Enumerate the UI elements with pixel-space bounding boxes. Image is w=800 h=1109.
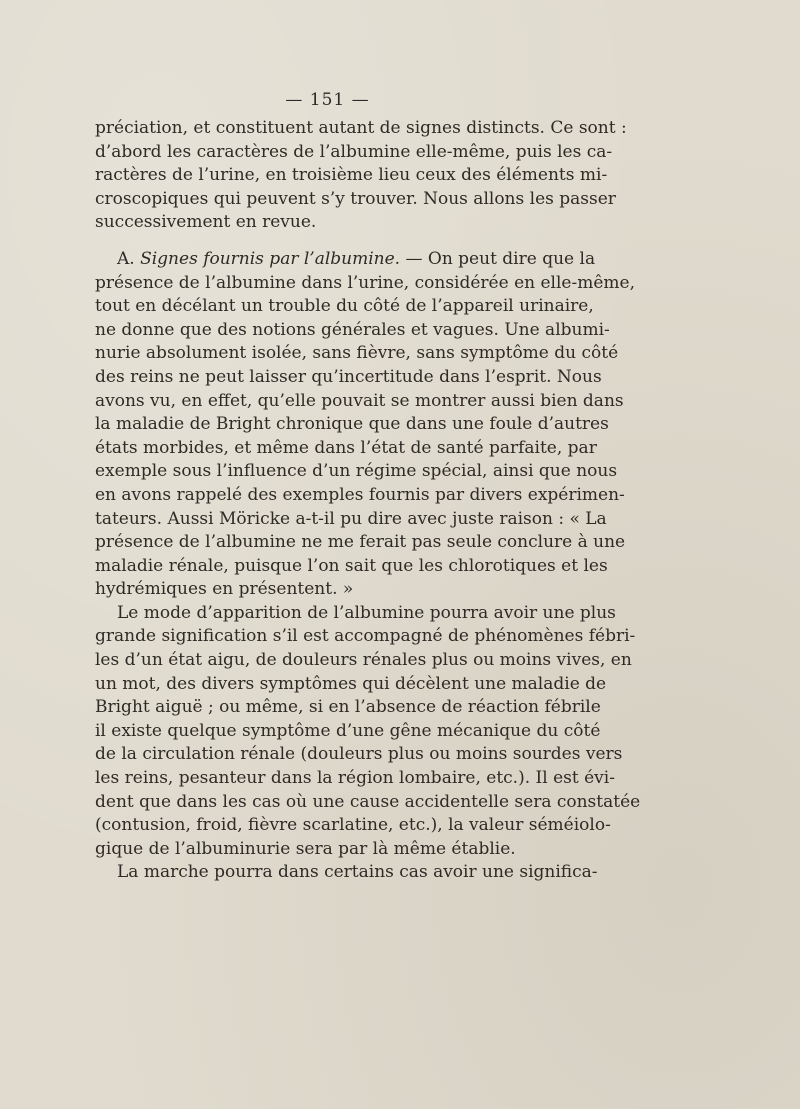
- paragraph-marche: [95, 861, 598, 885]
- text-line: tateurs. Aussi Möricke a-t-il pu dire avec juste raison : « La: [95, 508, 607, 529]
- text-line: Bright aiguë ; ou même, si en l’absence de réaction fébrile: [95, 697, 601, 718]
- text-line: états morbides, et même dans l’état de santé parfaite, par: [95, 437, 597, 458]
- text-line: La marche pourra dans certains cas avoir une significa-: [117, 862, 598, 883]
- text-line: (contusion, froid, fièvre scarlatine, etc.), la valeur séméiolo-: [95, 815, 611, 836]
- text-line: les reins, pesanteur dans la région lombaire, etc.). Il est évi-: [95, 768, 615, 789]
- text-line: de la circulation rénale (douleurs plus ou moins sourdes vers: [95, 744, 623, 765]
- section-letter: A.: [117, 248, 141, 269]
- paragraph-signes-albumine: [95, 248, 635, 602]
- text-line: Le mode d’apparition de l’albumine pourra avoir une plus: [117, 602, 616, 623]
- paragraph-mode-apparition: [95, 602, 641, 862]
- text-line: en avons rappelé des exemples fournis par divers expérimen-: [95, 484, 625, 505]
- text-line: la maladie de Bright chronique que dans une foule d’autres: [95, 414, 609, 435]
- text-line: présence de l’albumine ne me ferait pas seule conclure à une: [95, 532, 626, 553]
- text-line: grande signification s’il est accompagné de phénomènes fébri-: [95, 626, 636, 647]
- text-line: hydrémiques en présentent. »: [95, 579, 354, 600]
- text-line: présence de l’albumine dans l’urine, considérée en elle-même,: [95, 272, 635, 293]
- text-line: ne donne que des notions générales et vagues. Une albumi-: [95, 319, 610, 340]
- section-heading: Signes fournis par l’albumine.: [140, 248, 401, 269]
- text-line: exemple sous l’influence d’un régime spécial, ainsi que nous: [95, 461, 618, 482]
- text-line: croscopiques qui peuvent s’y trouver. Nous allons les passer: [95, 188, 616, 209]
- text-line: avons vu, en effet, qu’elle pouvait se montrer aussi bien dans: [95, 390, 624, 411]
- text-line: successivement en revue.: [95, 212, 317, 233]
- text-line: ractères de l’urine, en troisième lieu ceux des éléments mi-: [95, 165, 608, 186]
- text-line: maladie rénale, puisque l’on sait que les chlorotiques et les: [95, 555, 608, 576]
- text-line: des reins ne peut laisser qu’incertitude dans l’esprit. Nous: [95, 366, 602, 387]
- text-line: nurie absolument isolée, sans fièvre, sans symptôme du côté: [95, 343, 619, 364]
- text-line: préciation, et constituent autant de signes distincts. Ce sont :: [95, 118, 627, 138]
- text-line: gique de l’albuminurie sera par là même établie.: [95, 838, 516, 859]
- text-line: d’abord les caractères de l’albumine elle-même, puis les ca-: [95, 141, 613, 162]
- paragraph-intro: [95, 117, 627, 235]
- text-line: les d’un état aigu, de douleurs rénales plus ou moins vives, en: [95, 650, 632, 671]
- page-number: — 151 —: [285, 90, 370, 110]
- text-line: tout en décélant un trouble du côté de l’appareil urinaire,: [95, 296, 594, 317]
- text-line: un mot, des divers symptômes qui décèlent une maladie de: [95, 673, 607, 694]
- text-line: il existe quelque symptôme d’une gêne mécanique du côté: [95, 720, 601, 741]
- section-heading-line: [95, 248, 596, 272]
- heading-continuation: — On peut dire que la: [400, 248, 596, 269]
- body-text: [95, 117, 641, 885]
- text-line: dent que dans les cas où une cause accidentelle sera constatée: [95, 791, 641, 812]
